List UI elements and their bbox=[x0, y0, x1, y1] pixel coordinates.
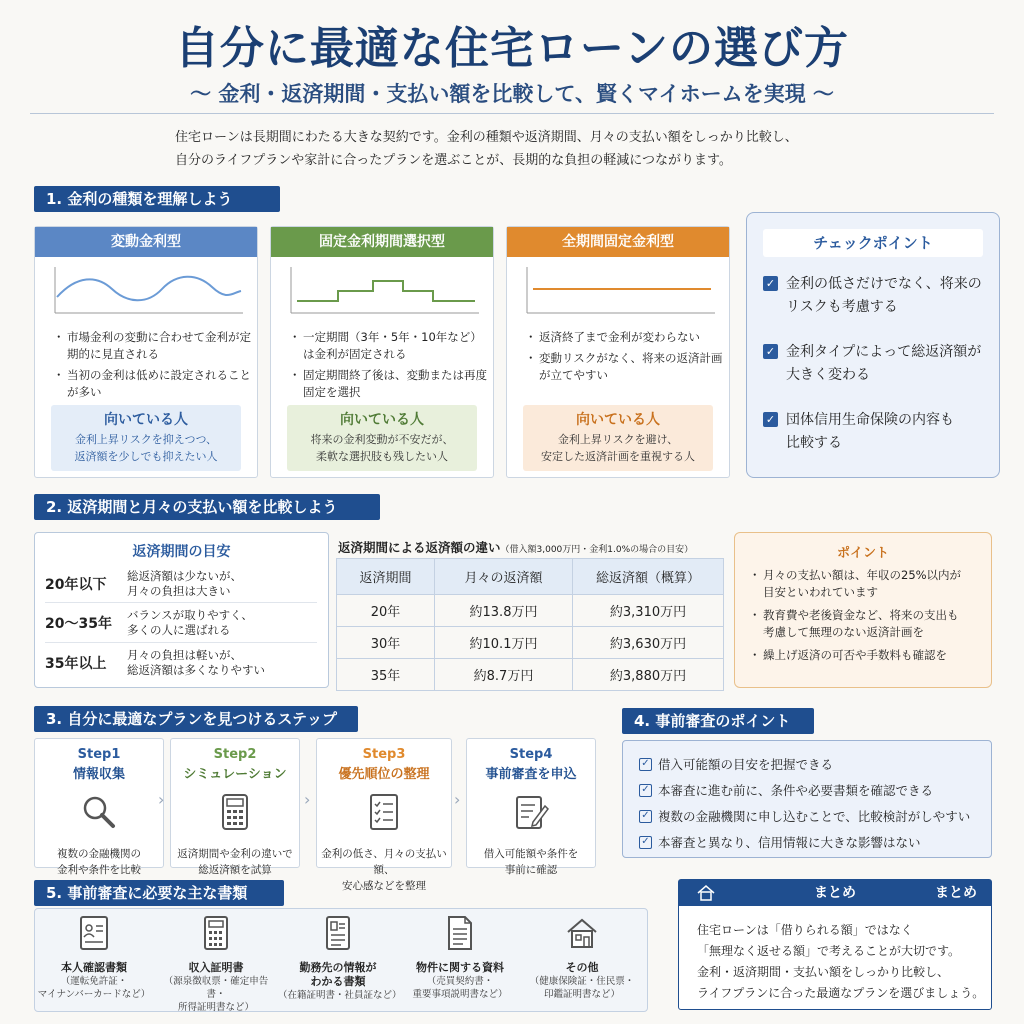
checkpoint-text: リスクも考慮する bbox=[786, 299, 898, 315]
guide-row bbox=[45, 603, 317, 643]
point-item bbox=[749, 647, 985, 664]
check-icon: ✓ bbox=[763, 412, 778, 427]
full-fixed-graph bbox=[519, 265, 719, 315]
prescreen-item bbox=[639, 755, 984, 773]
checkbox-icon: ✓ bbox=[639, 836, 652, 849]
rate-card-full-fixed bbox=[506, 226, 730, 478]
section1-heading: 1. 金利の種類を理解しよう bbox=[34, 186, 280, 212]
checkpoint-text: 比較する bbox=[786, 435, 842, 451]
prescreen-text: 複数の金融機関に申し込むことで、比較検討がしやすい bbox=[658, 809, 971, 824]
table-cell: 30年 bbox=[337, 627, 435, 659]
checkpoint-title: チェックポイント bbox=[763, 229, 983, 257]
table-header: 返済期間 bbox=[337, 559, 435, 595]
prescreen-points-box bbox=[622, 740, 992, 858]
card-bullet: ・ 市場金利の変動に合わせて金利が定期的に見直される bbox=[53, 329, 253, 363]
section2-heading: 2. 返済期間と月々の支払い額を比較しよう bbox=[34, 494, 380, 520]
intro-line: 住宅ローンは長期間にわたる大きな契約です。金利の種類や返済期間、月々の支払い額をしっかり比較し、 bbox=[175, 130, 798, 145]
doc-name: 物件に関する資料 bbox=[416, 961, 504, 974]
step-desc: 返済期間や金利の違いで bbox=[177, 848, 293, 860]
summary-header bbox=[679, 880, 991, 906]
step-card-1 bbox=[34, 738, 164, 876]
chevron-right-icon: › bbox=[158, 790, 165, 809]
doc-desc: マイナンバーカードなど） bbox=[37, 989, 151, 1000]
point-box bbox=[734, 532, 992, 688]
prescreen-item bbox=[639, 781, 984, 799]
guide-title: 返済期間の目安 bbox=[132, 544, 231, 560]
document-pen-icon bbox=[511, 792, 551, 832]
table-cell: 約3,880万円 bbox=[573, 659, 724, 691]
rate-card-fixed-period bbox=[270, 226, 494, 478]
checkpoint-text: 大きく変わる bbox=[786, 367, 870, 383]
suitable-title: 向いている人 bbox=[104, 412, 188, 428]
point-text: ・ 月々の支払い額は、年収の25%以内が bbox=[763, 568, 962, 582]
point-item bbox=[749, 567, 985, 601]
guide-term: 20年以下 bbox=[45, 576, 107, 593]
intro-line: 自分のライフプランや家計に合ったプランを選ぶことが、長期的な負担の軽減につながります。 bbox=[175, 153, 732, 168]
summary-line: 金利・返済期間・支払い額をしっかり比較し、 bbox=[697, 965, 950, 979]
table-cell: 約10.1万円 bbox=[435, 627, 573, 659]
table-caption bbox=[338, 538, 728, 556]
calculator-icon bbox=[199, 915, 233, 951]
table-header: 総返済額（概算） bbox=[573, 559, 724, 595]
checkpoint-box bbox=[746, 212, 1000, 478]
guide-desc: 多くの人に選ばれる bbox=[127, 622, 231, 637]
step-desc: 金利や条件を比較 bbox=[57, 864, 141, 876]
fixed-period-graph bbox=[283, 265, 483, 315]
paper-icon bbox=[443, 915, 477, 951]
summary-title: まとめ bbox=[814, 885, 856, 901]
step-name: シミュレーション bbox=[183, 767, 287, 782]
rate-card-title: 固定金利期間選択型 bbox=[271, 227, 493, 257]
checkpoint-item bbox=[763, 409, 993, 455]
doc-name: 本人確認書類 bbox=[61, 961, 127, 974]
card-bullet: ・ 一定期間（3年・5年・10年など）は金利が固定される bbox=[289, 329, 489, 363]
intro-text bbox=[175, 126, 875, 172]
suitable-text: 安定した返済計画を重視する人 bbox=[541, 450, 695, 463]
point-text: 考慮して無理のない返済計画を bbox=[763, 625, 924, 639]
id-card-icon bbox=[77, 915, 111, 951]
step-desc: 金利の低さ、月々の支払い額、 bbox=[321, 848, 447, 876]
doc-desc: （運転免許証・ bbox=[60, 976, 128, 987]
step-desc: 事前に確認 bbox=[504, 864, 558, 876]
step-desc: 複数の金融機関の bbox=[57, 848, 141, 860]
doc-item bbox=[34, 915, 154, 1001]
guide-desc: 総返済額は少ないが、 bbox=[127, 568, 242, 583]
checkpoint-text: 金利の低さだけでなく、将来の bbox=[786, 276, 982, 292]
doc-desc: （健康保険証・住民票・ bbox=[529, 976, 635, 987]
checkbox-icon: ✓ bbox=[639, 758, 652, 771]
guide-desc: 月々の負担は大きい bbox=[127, 583, 231, 598]
variable-rate-graph bbox=[47, 265, 247, 315]
table-cell: 約8.7万円 bbox=[435, 659, 573, 691]
doc-desc: （在籍証明書・社員証など） bbox=[278, 990, 402, 1001]
suitable-title: 向いている人 bbox=[576, 412, 660, 428]
doc-name: 収入証明書 bbox=[188, 961, 244, 974]
step-number: Step3 bbox=[362, 747, 406, 762]
doc-item bbox=[156, 915, 276, 1014]
checkbox-icon: ✓ bbox=[639, 810, 652, 823]
table-header-row bbox=[337, 559, 724, 595]
doc-desc: 所得証明書など） bbox=[177, 1002, 254, 1013]
guide-desc: 月々の負担は軽いが、 bbox=[127, 648, 242, 662]
repayment-table bbox=[336, 558, 724, 691]
step-desc: 総返済額を試算 bbox=[198, 864, 272, 876]
suitable-text: 返済額を少しでも抑えたい人 bbox=[74, 450, 218, 463]
point-text: ・ 繰上げ返済の可否や手数料も確認を bbox=[763, 648, 947, 662]
prescreen-text: 借入可能額の目安を把握できる bbox=[658, 757, 834, 772]
checklist-icon bbox=[364, 792, 404, 832]
doc-desc: （源泉徴収票・確定申告書・ bbox=[163, 976, 269, 1000]
prescreen-text: 本審査に進む前に、条件や必要書類を確認できる bbox=[658, 783, 934, 798]
rate-card-title: 変動金利型 bbox=[35, 227, 257, 257]
table-cell: 約13.8万円 bbox=[435, 595, 573, 627]
step-number: Step4 bbox=[509, 747, 553, 762]
summary-line: ライフプランに合った最適なプランを選びましょう。 bbox=[697, 986, 985, 1000]
card-bullet: ・ 変動リスクがなく、将来の返済計画が立てやすい bbox=[525, 350, 725, 384]
table-caption-note: （借入額3,000万円・金利1.0%の場合の目安） bbox=[500, 545, 694, 555]
step-number: Step2 bbox=[213, 747, 257, 762]
step-name: 優先順位の整理 bbox=[338, 767, 430, 782]
title-divider bbox=[30, 113, 994, 114]
table-caption-main: 返済期間による返済額の違い bbox=[338, 540, 501, 555]
check-icon: ✓ bbox=[763, 344, 778, 359]
summary-title-right: まとめ bbox=[935, 885, 977, 901]
suitable-title: 向いている人 bbox=[340, 412, 424, 428]
table-header: 月々の返済額 bbox=[435, 559, 573, 595]
card-bullet: ・ 固定期間終了後は、変動または再度固定を選択 bbox=[289, 367, 489, 401]
suitable-text: 金利上昇リスクを抑えつつ、 bbox=[74, 433, 218, 446]
house-icon bbox=[565, 915, 599, 951]
checkpoint-text: 金利タイプによって総返済額が bbox=[786, 344, 982, 360]
suitable-person-box bbox=[287, 405, 477, 471]
step-card-4 bbox=[466, 738, 596, 876]
doc-item bbox=[278, 915, 402, 1002]
suitable-text: 金利上昇リスクを避け、 bbox=[557, 433, 679, 446]
guide-term: 20〜35年 bbox=[45, 615, 112, 632]
point-text: 目安といわれています bbox=[763, 585, 878, 599]
checkpoint-text: 団体信用生命保険の内容も bbox=[786, 412, 954, 428]
table-row bbox=[337, 659, 724, 691]
doc-desc: （売買契約書・ bbox=[426, 976, 494, 987]
point-text: ・ 教育費や老後資金など、将来の支出も bbox=[763, 608, 959, 622]
step-desc: 安心感などを整理 bbox=[342, 880, 426, 892]
point-title: ポイント bbox=[836, 546, 889, 561]
table-cell: 20年 bbox=[337, 595, 435, 627]
section5-heading: 5. 事前審査に必要な主な書類 bbox=[34, 880, 284, 906]
guide-row bbox=[45, 565, 317, 603]
chevron-right-icon: › bbox=[304, 790, 311, 809]
page-subtitle: 〜 金利・返済期間・支払い額を比較して、賢くマイホームを実現 〜 bbox=[190, 82, 834, 106]
rate-card-variable bbox=[34, 226, 258, 478]
guide-desc: 総返済額は多くなりやすい bbox=[127, 663, 265, 677]
check-icon: ✓ bbox=[763, 276, 778, 291]
doc-item bbox=[522, 915, 642, 1001]
step-card-2 bbox=[170, 738, 300, 876]
card-bullet: ・ 当初の金利は低めに設定されることが多い bbox=[53, 367, 253, 401]
doc-name: 勤務先の情報が わかる書類 bbox=[299, 961, 377, 988]
step-name: 事前審査を申込 bbox=[485, 767, 577, 782]
magnifier-icon bbox=[79, 792, 119, 832]
summary-line: 「無理なく返せる額」で考えることが大切です。 bbox=[697, 944, 961, 958]
checkpoint-item bbox=[763, 341, 993, 387]
table-cell: 35年 bbox=[337, 659, 435, 691]
suitable-person-box bbox=[523, 405, 713, 471]
section3-heading: 3. 自分に最適なプランを見つけるステップ bbox=[34, 706, 358, 732]
suitable-person-box bbox=[51, 405, 241, 471]
guide-term: 35年以上 bbox=[45, 656, 107, 672]
repayment-guide-box bbox=[34, 532, 329, 688]
guide-row bbox=[45, 643, 317, 683]
table-row bbox=[337, 627, 724, 659]
step-name: 情報収集 bbox=[72, 767, 125, 782]
prescreen-item bbox=[639, 833, 984, 851]
checkbox-icon: ✓ bbox=[639, 784, 652, 797]
summary-line: 住宅ローンは「借りられる額」ではなく bbox=[697, 923, 913, 937]
checkpoint-item bbox=[763, 273, 993, 319]
calculator-icon bbox=[215, 792, 255, 832]
step-card-3 bbox=[316, 738, 452, 892]
chevron-right-icon: › bbox=[454, 790, 461, 809]
doc-desc: 印鑑証明書など） bbox=[543, 989, 620, 1000]
doc-desc: 重要事項説明書など） bbox=[412, 989, 508, 1000]
prescreen-text: 本審査と異なり、信用情報に大きな影響はない bbox=[658, 835, 921, 850]
prescreen-item bbox=[639, 807, 984, 825]
building-doc-icon bbox=[321, 915, 355, 951]
rate-card-title: 全期間固定金利型 bbox=[507, 227, 729, 257]
table-cell: 約3,630万円 bbox=[573, 627, 724, 659]
doc-item bbox=[400, 915, 520, 1001]
point-item bbox=[749, 607, 985, 641]
table-cell: 約3,310万円 bbox=[573, 595, 724, 627]
summary-text bbox=[679, 906, 991, 1004]
step-desc: 借入可能額や条件を bbox=[483, 848, 579, 860]
summary-box bbox=[678, 879, 992, 1010]
card-bullet: ・ 返済終了まで金利が変わらない bbox=[525, 329, 725, 346]
doc-name: その他 bbox=[565, 961, 599, 974]
step-number: Step1 bbox=[77, 747, 121, 762]
suitable-text: 将来の金利変動が不安だが、 bbox=[310, 433, 454, 446]
page-title: 自分に最適な住宅ローンの選び方 bbox=[174, 23, 850, 74]
suitable-text: 柔軟な選択肢も残したい人 bbox=[316, 450, 448, 463]
section4-heading: 4. 事前審査のポイント bbox=[622, 708, 814, 734]
guide-desc: バランスが取りやすく、 bbox=[127, 607, 253, 622]
table-row bbox=[337, 595, 724, 627]
